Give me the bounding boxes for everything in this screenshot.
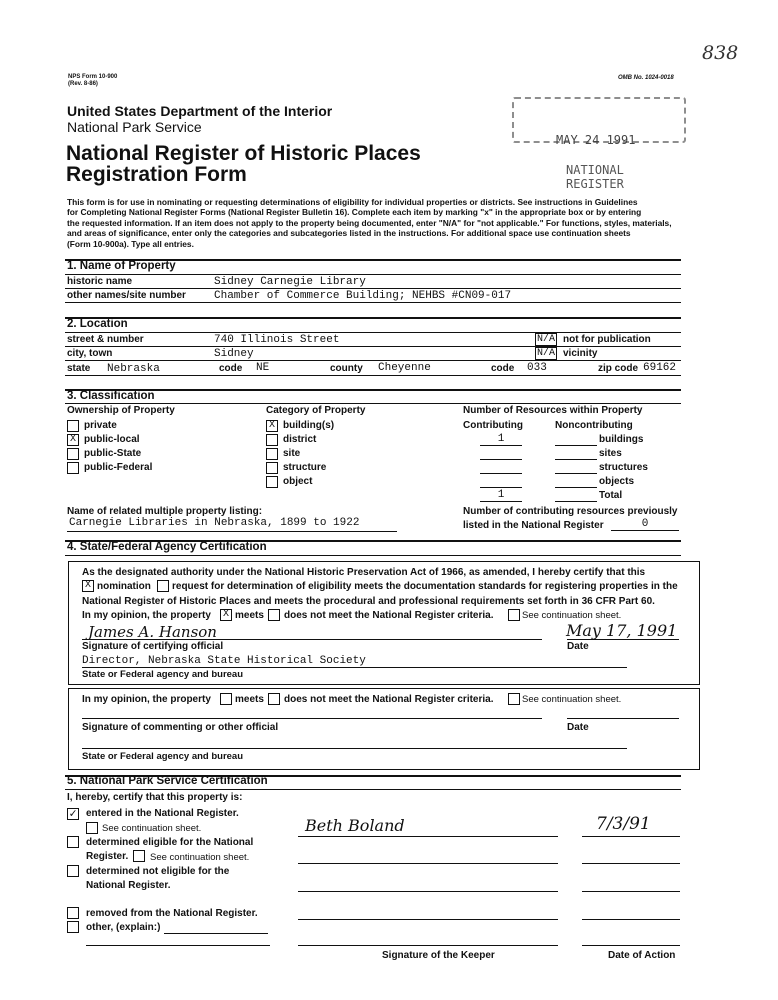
- ownership-public-local-label: public-local: [84, 434, 140, 445]
- checkbox-not-eligible[interactable]: [67, 865, 79, 877]
- date-label-2: Date: [567, 722, 589, 733]
- date-of-action-label: Date of Action: [608, 950, 676, 961]
- other-label: other, (explain:): [86, 922, 161, 933]
- state-code-label: code: [219, 363, 243, 374]
- entered-continuation-label: See continuation sheet.: [102, 823, 202, 834]
- certification-paragraph-line1: As the designated authority under the National Historic Preservation Act of 1966, as amended, I hereby certify that this: [82, 567, 646, 578]
- continuation-sheet-label-2: See continuation sheet.: [522, 694, 622, 705]
- street-value[interactable]: 740 Illinois Street: [214, 334, 340, 346]
- other-names-label: other names/site number: [67, 290, 186, 301]
- city-label: city, town: [67, 348, 113, 359]
- state-value[interactable]: Nebraska: [107, 363, 160, 375]
- checkbox-public-local[interactable]: X: [67, 434, 79, 446]
- category-buildings-label: building(s): [283, 420, 335, 431]
- ownership-private-label: private: [84, 420, 117, 431]
- noncontributing-buildings[interactable]: [555, 433, 597, 446]
- contributing-structures[interactable]: [480, 461, 522, 474]
- request-eligibility-label: request for determination of eligibility meets the documentation standards for registering properties in the: [172, 581, 678, 592]
- checkbox-public-state[interactable]: [67, 448, 79, 460]
- department-name: United States Department of the Interior: [67, 103, 333, 119]
- checkbox-meets-2[interactable]: [220, 693, 232, 705]
- certification-date-handwritten: May 17, 1991: [566, 621, 678, 640]
- street-label: street & number: [67, 334, 144, 345]
- contributing-objects[interactable]: [480, 475, 522, 488]
- contributing-total[interactable]: 1: [480, 489, 522, 502]
- noncontributing-label: Noncontributing: [555, 420, 633, 431]
- omb-number: OMB No. 1024-0018: [618, 75, 674, 81]
- zip-value[interactable]: 69162: [643, 362, 677, 374]
- vicinity-label: vicinity: [563, 348, 598, 359]
- checkbox-object[interactable]: [266, 476, 278, 488]
- stamp-org-line1: NATIONAL: [566, 163, 624, 177]
- objects-label: objects: [599, 476, 635, 487]
- ownership-title: Ownership of Property: [67, 405, 175, 416]
- checkbox-does-not-meet-2[interactable]: [268, 693, 280, 705]
- not-eligible-label: determined not eligible for the: [86, 866, 230, 877]
- form-number: NPS Form 10-900: [68, 74, 118, 80]
- determined-eligible-label: determined eligible for the National: [86, 837, 254, 848]
- meets-label: meets: [235, 610, 264, 621]
- agency-label: State or Federal agency and bureau: [82, 669, 244, 680]
- previously-listed-value[interactable]: 0: [611, 518, 679, 531]
- signature-commenting-label: Signature of commenting or other official: [82, 722, 279, 733]
- checkbox-other[interactable]: [67, 921, 79, 933]
- agency-label-2: State or Federal agency and bureau: [82, 751, 244, 762]
- meets-label-2: meets: [235, 694, 264, 705]
- sites-label: sites: [599, 448, 622, 459]
- checkbox-nomination[interactable]: X: [82, 580, 94, 592]
- does-not-meet-label: does not meet the National Register criteria.: [284, 610, 494, 621]
- checkbox-continuation-sheet-2[interactable]: [508, 693, 520, 705]
- multiple-listing-label: Name of related multiple property listing:: [67, 506, 263, 517]
- total-label: Total: [599, 490, 623, 501]
- category-title: Category of Property: [266, 405, 366, 416]
- opinion-label: In my opinion, the property: [82, 610, 211, 621]
- does-not-meet-label-2: does not meet the National Register criteria.: [284, 694, 494, 705]
- multiple-listing-value[interactable]: Carnegie Libraries in Nebraska, 1899 to 1922: [69, 517, 360, 529]
- date-of-action-handwritten: 7/3/91: [596, 814, 651, 834]
- stamp-org-line2: REGISTER: [566, 177, 624, 191]
- category-district-label: district: [283, 434, 317, 445]
- checkbox-private[interactable]: [67, 420, 79, 432]
- removed-label: removed from the National Register.: [86, 908, 258, 919]
- ownership-public-state-label: public-State: [84, 448, 142, 459]
- historic-name-label: historic name: [67, 276, 133, 287]
- ownership-public-federal-label: public-Federal: [84, 462, 153, 473]
- instructions-paragraph: This form is for use in nominating or requesting determinations of eligibility for individual properties or districts. See instructions in Guidelines for Completing National Register Forms (National Register Bulletin 16). Complete each item by marking "x" in the appropriate box or by entering the requested information. If an item does not apply to the property being documented, enter "N/A" for "not applicable." For functions, styles, materials, and areas of significance, enter only the categories and subcategories listed in the instructions. For additional space use continuation sheets (Form 10-900a). Type all entries.: [67, 197, 672, 249]
- city-value[interactable]: Sidney: [214, 348, 254, 360]
- contributing-buildings[interactable]: 1: [480, 433, 522, 446]
- checkbox-eligible-continuation[interactable]: [133, 850, 145, 862]
- checkbox-does-not-meet[interactable]: [268, 609, 280, 621]
- form-subtitle: Registration Form: [66, 163, 247, 186]
- not-for-publication-label: not for publication: [563, 334, 651, 345]
- nps-certify-intro: I, hereby, certify that this property is:: [67, 792, 243, 803]
- noncontributing-objects[interactable]: [555, 475, 597, 488]
- previously-listed-label-2: listed in the National Register: [463, 520, 604, 531]
- historic-name-value[interactable]: Sidney Carnegie Library: [214, 276, 366, 288]
- checkbox-site[interactable]: [266, 448, 278, 460]
- county-label: county: [330, 363, 363, 374]
- keeper-signature: Beth Boland: [305, 816, 405, 835]
- state-label: state: [67, 363, 91, 374]
- state-code-value[interactable]: NE: [256, 362, 270, 374]
- noncontributing-sites[interactable]: [555, 447, 597, 460]
- noncontributing-structures[interactable]: [555, 461, 597, 474]
- entered-label: entered in the National Register.: [86, 808, 239, 819]
- checkbox-removed[interactable]: [67, 907, 79, 919]
- agency-value[interactable]: Director, Nebraska State Historical Society: [82, 655, 366, 667]
- not-for-publication-na[interactable]: N/A: [537, 334, 556, 345]
- previously-listed-label-1: Number of contributing resources previously: [463, 506, 678, 517]
- checkbox-public-federal[interactable]: [67, 462, 79, 474]
- buildings-label: buildings: [599, 434, 644, 445]
- category-structure-label: structure: [283, 462, 327, 473]
- zip-label: zip code: [598, 363, 639, 374]
- section-5-heading: 5. National Park Service Certification: [67, 775, 268, 787]
- structures-label: structures: [599, 462, 648, 473]
- form-title: National Register of Historic Places: [66, 142, 421, 165]
- checkbox-request-eligibility[interactable]: [157, 580, 169, 592]
- checkbox-entered[interactable]: ✓: [67, 808, 79, 820]
- opinion-label-2: In my opinion, the property: [82, 694, 211, 705]
- contributing-sites[interactable]: [480, 447, 522, 460]
- category-object-label: object: [283, 476, 313, 487]
- section-4-heading: 4. State/Federal Agency Certification: [67, 541, 267, 553]
- service-name: National Park Service: [67, 119, 202, 135]
- eligible-continuation-label: See continuation sheet.: [150, 852, 250, 863]
- keeper-signature-label: Signature of the Keeper: [382, 950, 495, 961]
- checkbox-continuation-sheet[interactable]: [508, 609, 520, 621]
- section-3-heading: 3. Classification: [67, 390, 155, 402]
- resources-title: Number of Resources within Property: [463, 405, 643, 416]
- checkbox-structure[interactable]: [266, 462, 278, 474]
- checkbox-meets[interactable]: X: [220, 609, 232, 621]
- checkbox-buildings[interactable]: X: [266, 420, 278, 432]
- county-value[interactable]: Cheyenne: [378, 362, 431, 374]
- other-names-value[interactable]: Chamber of Commerce Building; NEHBS #CN09-017: [214, 290, 512, 302]
- section-2-heading: 2. Location: [67, 318, 128, 330]
- vicinity-na[interactable]: N/A: [537, 348, 556, 359]
- date-label: Date: [567, 641, 589, 652]
- section-1-heading: 1. Name of Property: [67, 260, 176, 272]
- county-code-value[interactable]: 033: [527, 362, 547, 374]
- page-number-handwritten: 838: [702, 42, 739, 64]
- contributing-label: Contributing: [463, 420, 523, 431]
- county-code-label: code: [491, 363, 515, 374]
- stamp-date: MAY 24 1991: [556, 133, 636, 147]
- determined-eligible-label-2: Register.: [86, 851, 129, 862]
- continuation-sheet-label: See continuation sheet.: [522, 610, 622, 621]
- nomination-label: nomination: [97, 581, 151, 592]
- certifying-official-signature: James A. Hanson: [88, 623, 217, 641]
- category-site-label: site: [283, 448, 301, 459]
- signature-certifying-label: Signature of certifying official: [82, 641, 224, 652]
- checkbox-entered-continuation[interactable]: [86, 822, 98, 834]
- noncontributing-total[interactable]: [555, 489, 597, 502]
- not-eligible-label-2: National Register.: [86, 880, 171, 891]
- form-revision: (Rev. 8-86): [68, 81, 98, 87]
- checkbox-district[interactable]: [266, 434, 278, 446]
- checkbox-determined-eligible[interactable]: [67, 836, 79, 848]
- certification-paragraph-line3: National Register of Historic Places and meets the procedural and professional requirements set forth in 36 CFR Part 60.: [82, 596, 655, 607]
